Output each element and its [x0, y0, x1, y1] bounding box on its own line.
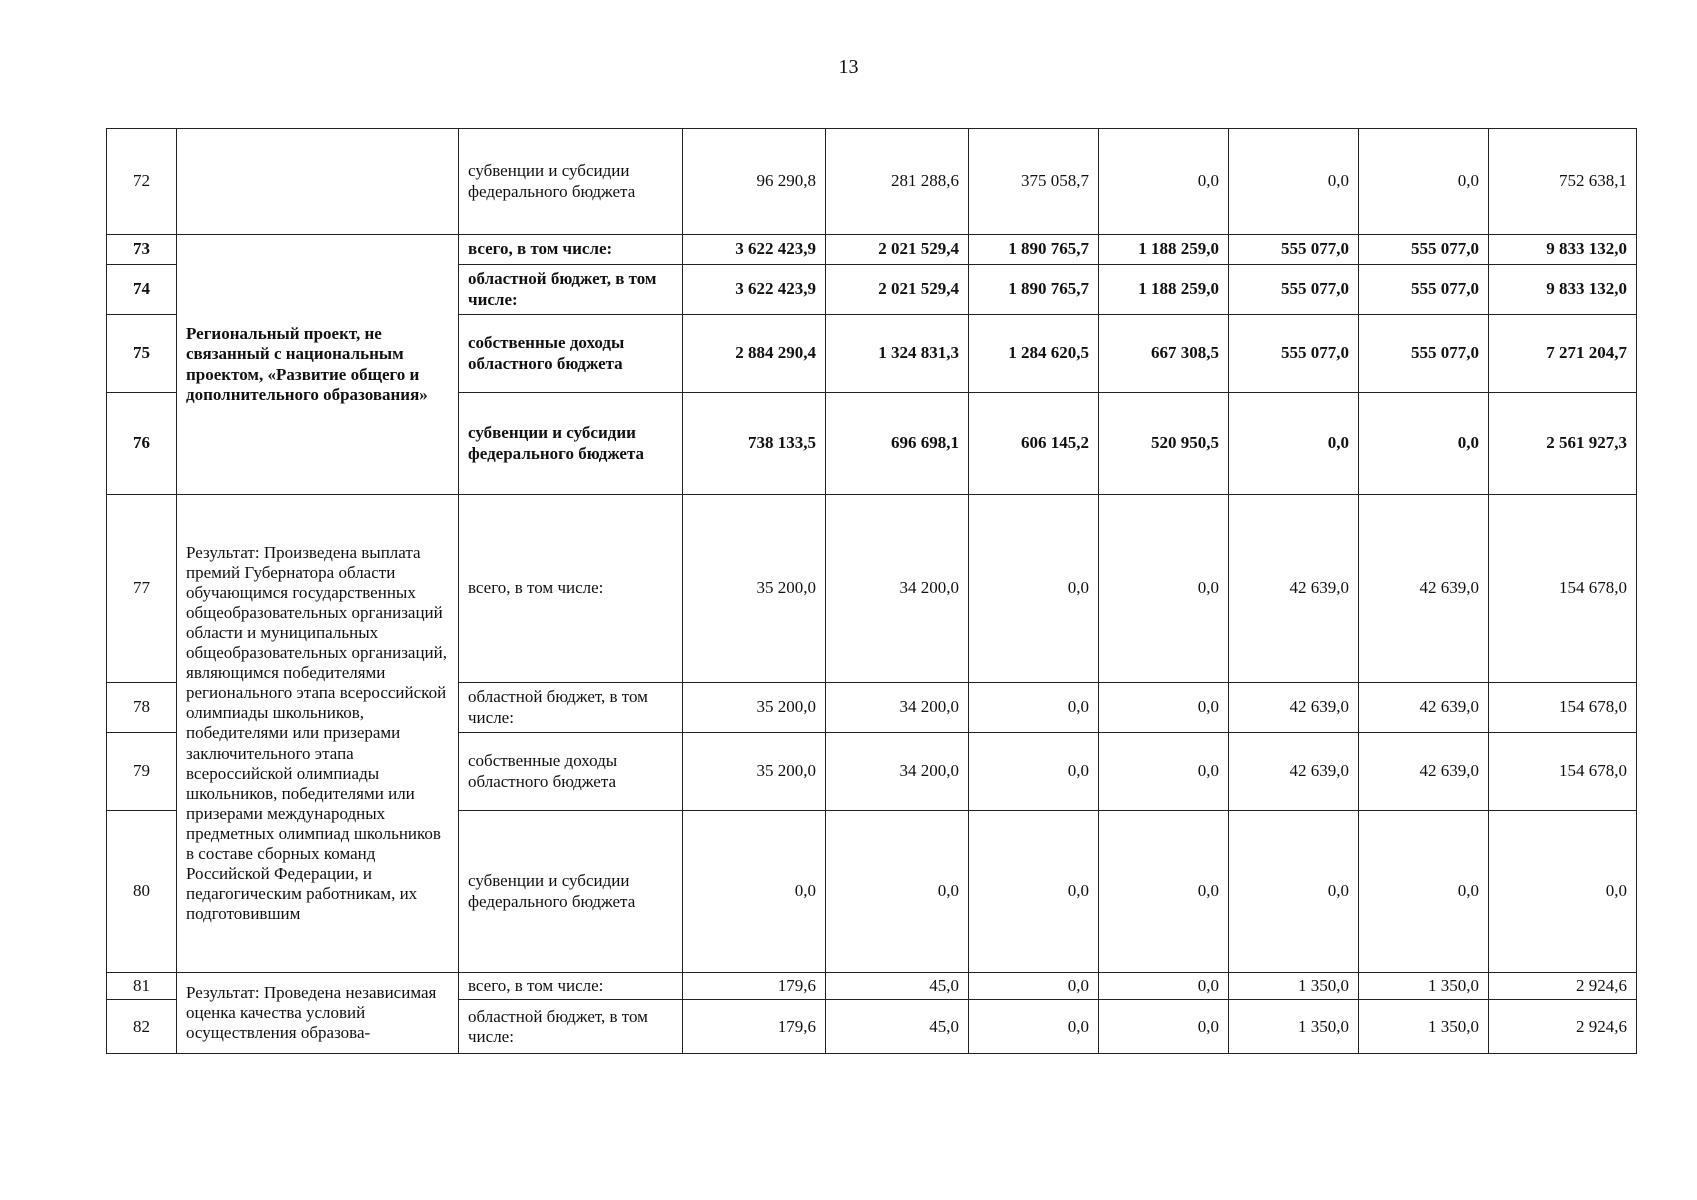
amount-cell: 0,0: [1359, 129, 1489, 235]
amount-cell: 1 350,0: [1359, 973, 1489, 1000]
funding-source: субвенции и субсидии федерального бюджета: [459, 393, 683, 495]
amount-cell: 35 200,0: [683, 683, 826, 733]
amount-cell: 2 924,6: [1489, 1000, 1637, 1054]
amount-cell: 281 288,6: [826, 129, 969, 235]
amount-cell: 2 924,6: [1489, 973, 1637, 1000]
amount-cell: 1 350,0: [1229, 1000, 1359, 1054]
amount-cell: 45,0: [826, 973, 969, 1000]
amount-cell: 7 271 204,7: [1489, 315, 1637, 393]
item-name: Результат: Проведена независимая оценка качества условий осуществления образова-: [177, 973, 459, 1054]
amount-cell: 555 077,0: [1229, 235, 1359, 265]
funding-source: областной бюджет, в том числе:: [459, 683, 683, 733]
amount-cell: 0,0: [969, 683, 1099, 733]
row-number: 76: [107, 393, 177, 495]
amount-cell: 0,0: [1359, 811, 1489, 973]
row-number: 80: [107, 811, 177, 973]
amount-cell: 555 077,0: [1229, 265, 1359, 315]
funding-source: собственные доходы областного бюджета: [459, 733, 683, 811]
amount-cell: 555 077,0: [1359, 235, 1489, 265]
row-number: 74: [107, 265, 177, 315]
funding-source: субвенции и субсидии федерального бюджета: [459, 811, 683, 973]
amount-cell: 0,0: [1229, 129, 1359, 235]
amount-cell: 375 058,7: [969, 129, 1099, 235]
amount-cell: 520 950,5: [1099, 393, 1229, 495]
amount-cell: 35 200,0: [683, 495, 826, 683]
budget-table: [106, 128, 1637, 1054]
amount-cell: 42 639,0: [1229, 733, 1359, 811]
amount-cell: 1 350,0: [1359, 1000, 1489, 1054]
amount-cell: 179,6: [683, 973, 826, 1000]
amount-cell: 154 678,0: [1489, 683, 1637, 733]
amount-cell: 696 698,1: [826, 393, 969, 495]
amount-cell: 42 639,0: [1229, 683, 1359, 733]
amount-cell: 555 077,0: [1229, 315, 1359, 393]
amount-cell: 2 561 927,3: [1489, 393, 1637, 495]
page-number: 13: [838, 56, 859, 78]
funding-source: собственные доходы областного бюджета: [459, 315, 683, 393]
amount-cell: 0,0: [1099, 1000, 1229, 1054]
amount-cell: 0,0: [1489, 811, 1637, 973]
amount-cell: 0,0: [1359, 393, 1489, 495]
amount-cell: 0,0: [969, 811, 1099, 973]
amount-cell: 9 833 132,0: [1489, 265, 1637, 315]
amount-cell: 154 678,0: [1489, 495, 1637, 683]
row-number: 78: [107, 683, 177, 733]
amount-cell: 42 639,0: [1359, 495, 1489, 683]
amount-cell: 0,0: [1229, 393, 1359, 495]
amount-cell: 0,0: [1099, 811, 1229, 973]
amount-cell: 34 200,0: [826, 495, 969, 683]
item-name: [177, 129, 459, 235]
row-number: 72: [107, 129, 177, 235]
funding-source: областной бюджет, в том числе:: [459, 1000, 683, 1054]
amount-cell: 34 200,0: [826, 683, 969, 733]
amount-cell: 1 324 831,3: [826, 315, 969, 393]
amount-cell: 35 200,0: [683, 733, 826, 811]
amount-cell: 0,0: [969, 495, 1099, 683]
amount-cell: 0,0: [969, 1000, 1099, 1054]
amount-cell: 1 350,0: [1229, 973, 1359, 1000]
table-row: [107, 129, 1637, 235]
amount-cell: 3 622 423,9: [683, 235, 826, 265]
amount-cell: 42 639,0: [1359, 733, 1489, 811]
amount-cell: 0,0: [1099, 733, 1229, 811]
amount-cell: 0,0: [1099, 129, 1229, 235]
funding-source: всего, в том числе:: [459, 973, 683, 1000]
amount-cell: 606 145,2: [969, 393, 1099, 495]
funding-source: областной бюджет, в том числе:: [459, 265, 683, 315]
amount-cell: 0,0: [969, 973, 1099, 1000]
amount-cell: 555 077,0: [1359, 315, 1489, 393]
amount-cell: 0,0: [1099, 683, 1229, 733]
row-number: 77: [107, 495, 177, 683]
amount-cell: 738 133,5: [683, 393, 826, 495]
table-body: [107, 129, 1637, 1054]
row-number: 81: [107, 973, 177, 1000]
amount-cell: 1 890 765,7: [969, 265, 1099, 315]
amount-cell: 34 200,0: [826, 733, 969, 811]
amount-cell: 752 638,1: [1489, 129, 1637, 235]
amount-cell: 9 833 132,0: [1489, 235, 1637, 265]
amount-cell: 2 884 290,4: [683, 315, 826, 393]
amount-cell: 667 308,5: [1099, 315, 1229, 393]
table-row: [107, 495, 1637, 683]
funding-source: всего, в том числе:: [459, 495, 683, 683]
row-number: 79: [107, 733, 177, 811]
item-name: Результат: Произведена выплата премий Губернатора области обучающимся государственных общеобразовательных организаций области и муниципальных общеобразовательных организаций, являющимся победителями регионального этапа всероссийской олимпиады школьников, победителями или призерами заключительного этапа всероссийской олимпиады школьников, победителями или призерами международных предметных олимпиад школьников в составе сборных команд Российской Федерации, и педагогическим работникам, их подготовившим: [177, 495, 459, 973]
amount-cell: 1 284 620,5: [969, 315, 1099, 393]
amount-cell: 2 021 529,4: [826, 265, 969, 315]
row-number: 82: [107, 1000, 177, 1054]
amount-cell: 0,0: [1099, 973, 1229, 1000]
amount-cell: 42 639,0: [1359, 683, 1489, 733]
amount-cell: 0,0: [1099, 495, 1229, 683]
amount-cell: 0,0: [683, 811, 826, 973]
amount-cell: 3 622 423,9: [683, 265, 826, 315]
amount-cell: 555 077,0: [1359, 265, 1489, 315]
amount-cell: 96 290,8: [683, 129, 826, 235]
table-row: [107, 235, 1637, 265]
amount-cell: 1 188 259,0: [1099, 235, 1229, 265]
amount-cell: 154 678,0: [1489, 733, 1637, 811]
amount-cell: 0,0: [969, 733, 1099, 811]
amount-cell: 179,6: [683, 1000, 826, 1054]
funding-source: всего, в том числе:: [459, 235, 683, 265]
amount-cell: 1 188 259,0: [1099, 265, 1229, 315]
funding-source: субвенции и субсидии федерального бюджета: [459, 129, 683, 235]
row-number: 75: [107, 315, 177, 393]
amount-cell: 1 890 765,7: [969, 235, 1099, 265]
table-row: [107, 973, 1637, 1000]
row-number: 73: [107, 235, 177, 265]
amount-cell: 42 639,0: [1229, 495, 1359, 683]
amount-cell: 45,0: [826, 1000, 969, 1054]
amount-cell: 0,0: [1229, 811, 1359, 973]
item-name: Региональный проект, не связанный с национальным проектом, «Развитие общего и дополнительного образования»: [177, 235, 459, 495]
amount-cell: 2 021 529,4: [826, 235, 969, 265]
amount-cell: 0,0: [826, 811, 969, 973]
